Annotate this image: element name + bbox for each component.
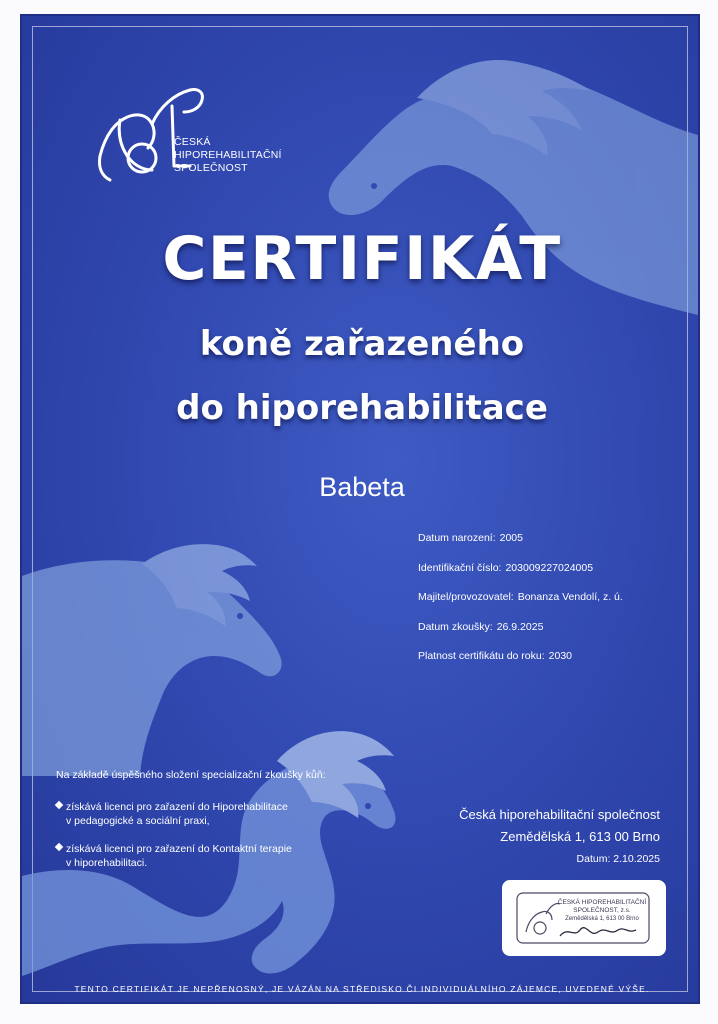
stamp-line: SPOLEČNOST, z.s. (573, 907, 631, 914)
note-item-line: získává licenci pro zařazení do Hiporehabilitace (66, 801, 288, 813)
horse-middle-left-icon (22, 544, 282, 776)
organization-logo-text (174, 136, 282, 175)
detail-value: 2030 (548, 650, 573, 662)
certificate-subtitle-line1: koně zařazeného (199, 324, 525, 364)
detail-label: Datum zkoušky: (418, 620, 493, 633)
signature-icon (560, 928, 636, 936)
diamond-bullet-icon (55, 801, 63, 809)
official-stamp-icon (516, 892, 650, 944)
logo-line: HIPOREHABILITAČNÍ (174, 149, 282, 161)
certificate-subtitle-line2: do hiporehabilitace (176, 388, 548, 428)
certificate-title: CERTIFIKÁT (162, 224, 562, 294)
note-item-line: v pedagogické a sociální praxi, (66, 815, 210, 827)
detail-label: Majitel/provozovatel: (418, 591, 514, 603)
detail-row (418, 562, 623, 592)
note-item-line: v hiporehabilitaci. (66, 857, 148, 869)
detail-value: 203009227024005 (505, 561, 594, 574)
note-item (56, 800, 356, 828)
stamp-line: ČESKÁ HIPOREHABILITAČNÍ (557, 899, 647, 906)
stamp-line: Zemědělská 1, 613 00 Brno (565, 916, 639, 922)
certificate-footer: TENTO CERTIFIKÁT JE NEPŘENOSNÝ, JE VÁZÁN NA STŘEDISKO ČI INDIVIDUÁLNÍHO ZÁJEMCE, UVEDENÉ VÝŠE. (74, 984, 650, 994)
logo-line: ČESKÁ (174, 136, 211, 148)
detail-label: Identifikační číslo: (418, 561, 502, 574)
issue-date: Datum: 2.10.2025 (576, 853, 660, 865)
detail-value: 26.9.2025 (496, 620, 544, 633)
issuer-block (459, 804, 660, 868)
detail-value: 2005 (499, 532, 523, 544)
certificate-panel (20, 14, 700, 1004)
issuer-name: Česká hiporehabilitační společnost (459, 807, 660, 822)
note-item (56, 842, 356, 870)
detail-label: Platnost certifikátu do roku: (418, 650, 545, 662)
detail-row (418, 591, 623, 621)
horse-details (418, 532, 623, 680)
note-intro: Na základě úspěšného složení specializační zkoušky kůň: (56, 769, 326, 781)
logo-line: SPOLEČNOST (174, 162, 248, 174)
stamp-box (502, 880, 666, 956)
license-note (56, 768, 386, 870)
horse-name: Babeta (319, 472, 405, 502)
detail-value: Bonanza Vendolí, z. ú. (517, 591, 623, 603)
detail-row (418, 621, 623, 651)
detail-label: Datum narození: (418, 532, 496, 544)
detail-row (418, 650, 623, 680)
detail-row (418, 532, 623, 562)
issuer-address: Zemědělská 1, 613 00 Brno (500, 829, 660, 844)
note-item-line: získává licenci pro zařazení do Kontaktní terapie (66, 843, 292, 855)
diamond-bullet-icon (55, 843, 63, 851)
